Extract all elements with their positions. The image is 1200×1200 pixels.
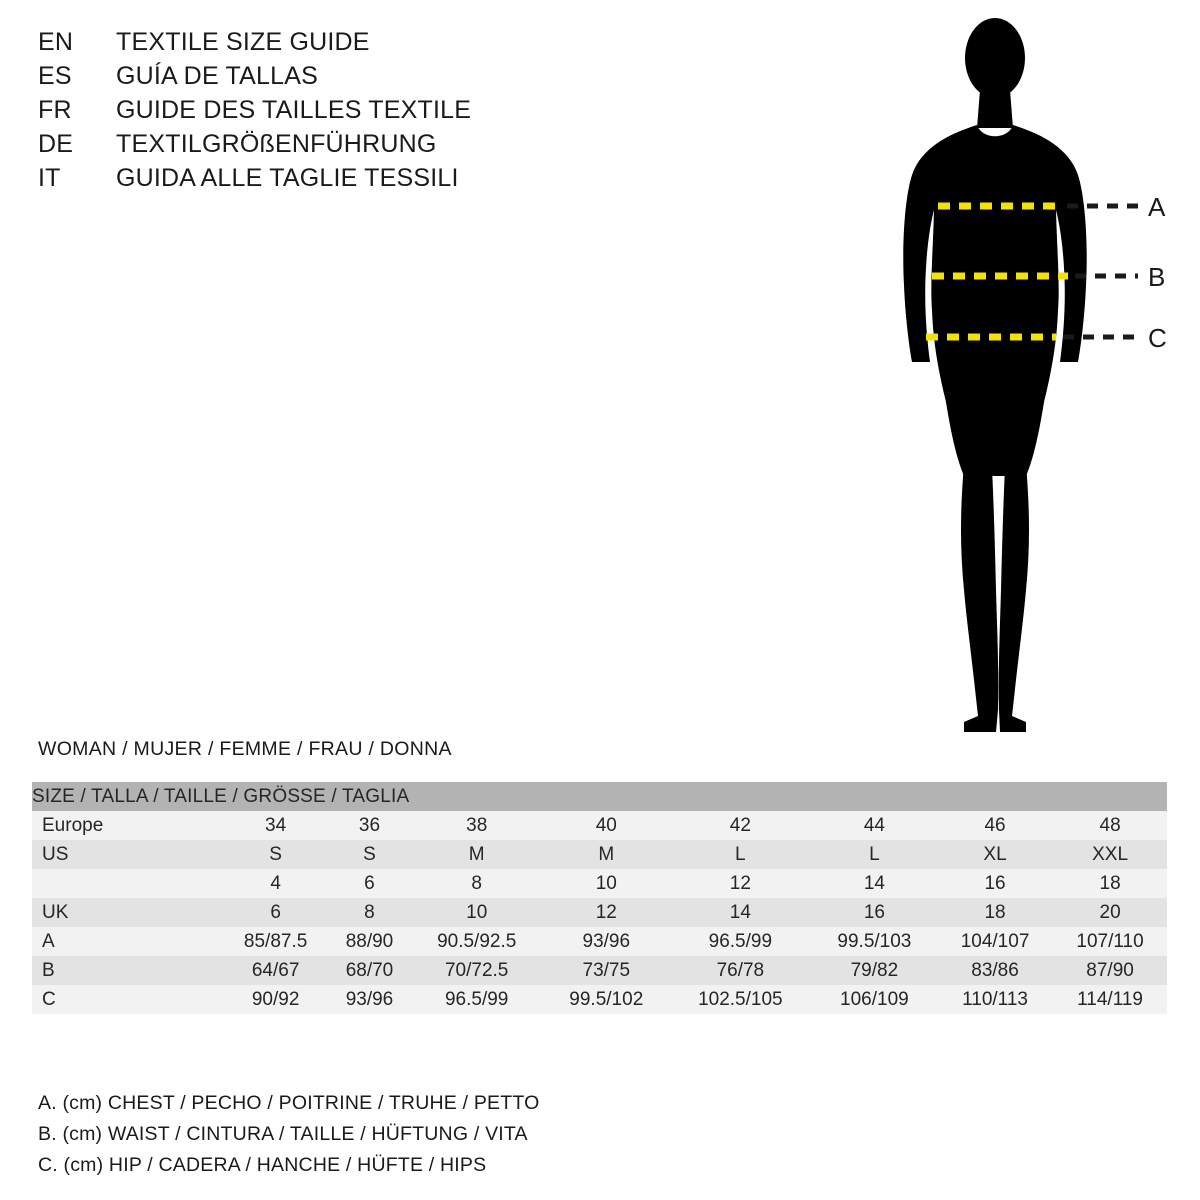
- language-code-de: DE: [38, 130, 74, 158]
- language-code-fr: FR: [38, 96, 72, 124]
- legend-line-b: B. (cm) WAIST / CINTURA / TAILLE / HÜFTUNG / VITA: [38, 1123, 528, 1145]
- cell: S: [363, 843, 376, 865]
- cell: S: [269, 843, 282, 865]
- cell: 34: [265, 814, 287, 836]
- cell: 18: [984, 901, 1006, 923]
- cell: 106/109: [840, 988, 909, 1010]
- language-code-es: ES: [38, 62, 72, 90]
- cell: 87/90: [1086, 959, 1134, 981]
- table-row: [32, 927, 1167, 956]
- table-row: [32, 956, 1167, 985]
- cell: 16: [984, 872, 1006, 894]
- cell: 70/72.5: [444, 959, 509, 981]
- cell: 64/67: [251, 959, 300, 981]
- cell: 14: [863, 872, 885, 894]
- cell: 93/96: [345, 988, 394, 1010]
- cell: 14: [729, 901, 751, 923]
- row-label-us: US: [42, 843, 69, 865]
- language-row: [38, 96, 658, 130]
- cell: 38: [466, 814, 488, 836]
- cell: 36: [358, 814, 381, 836]
- language-text-it: GUIDA ALLE TAGLIE TESSILI: [116, 164, 459, 192]
- language-code-en: EN: [38, 28, 74, 56]
- table-row: [32, 811, 1167, 840]
- cell: 40: [595, 814, 617, 836]
- measure-label-c: C: [1148, 323, 1167, 353]
- cell: 88/90: [345, 930, 394, 952]
- row-label-b: B: [42, 959, 55, 981]
- cell: L: [869, 843, 880, 865]
- cell: 73/75: [582, 959, 631, 981]
- table-header-label: SIZE / TALLA / TAILLE / GRÖSSE / TAGLIA: [32, 785, 410, 807]
- cell: M: [468, 843, 485, 865]
- table-row: [32, 898, 1167, 927]
- language-row: [38, 28, 658, 62]
- cell: 93/96: [582, 930, 631, 952]
- cell: 90/92: [251, 988, 300, 1010]
- cell: 107/110: [1076, 930, 1144, 952]
- row-label-a: A: [42, 930, 55, 952]
- cell: 76/78: [716, 959, 765, 981]
- cell: 68/70: [345, 959, 394, 981]
- language-row: [38, 164, 658, 198]
- cell: 96.5/99: [444, 988, 509, 1010]
- table-header-row: [32, 782, 1167, 811]
- body-measurement-figure: [860, 10, 1190, 750]
- language-title-block: [38, 28, 658, 198]
- cell: 10: [466, 901, 488, 923]
- cell: 16: [863, 901, 885, 923]
- cell: 12: [729, 872, 751, 894]
- cell: 85/87.5: [243, 930, 308, 952]
- cell: 18: [1099, 872, 1121, 894]
- measurement-legend: [38, 1088, 938, 1181]
- table-row: [32, 840, 1167, 869]
- language-code-it: IT: [38, 164, 61, 192]
- cell: 44: [863, 814, 885, 836]
- cell: 99.5/102: [569, 988, 644, 1010]
- cell: 99.5/103: [837, 930, 912, 952]
- row-label-c: C: [42, 988, 56, 1010]
- cell: 48: [1099, 814, 1121, 836]
- legend-line-c: C. (cm) HIP / CADERA / HANCHE / HÜFTE / HIPS: [38, 1154, 487, 1176]
- language-text-fr: GUIDE DES TAILLES TEXTILE: [116, 96, 472, 124]
- cell: L: [735, 843, 746, 865]
- cell: 102.5/105: [698, 988, 783, 1010]
- table-row: [32, 869, 1167, 898]
- language-text-en: TEXTILE SIZE GUIDE: [116, 28, 370, 56]
- cell: 42: [729, 814, 751, 836]
- cell: 6: [270, 901, 281, 923]
- legend-line-a: A. (cm) CHEST / PECHO / POITRINE / TRUHE / PETTO: [38, 1092, 540, 1114]
- measure-label-a: A: [1148, 192, 1166, 222]
- cell: 8: [364, 901, 375, 923]
- cell: 8: [471, 872, 482, 894]
- row-label-europe: Europe: [42, 814, 104, 836]
- cell: 12: [595, 901, 617, 923]
- row-label-uk: UK: [42, 901, 69, 923]
- cell: 10: [595, 872, 617, 894]
- measure-label-b: B: [1148, 262, 1166, 292]
- cell: 90.5/92.5: [437, 930, 517, 952]
- cell: 4: [270, 872, 281, 894]
- cell: 6: [364, 872, 375, 894]
- cell: XL: [983, 843, 1007, 865]
- language-text-es: GUÍA DE TALLAS: [116, 62, 318, 90]
- cell: XXL: [1092, 843, 1129, 865]
- cell: 83/86: [971, 959, 1019, 981]
- row-label-us-numeric: [32, 869, 222, 898]
- size-chart-table: [32, 782, 1167, 1014]
- cell: 110/113: [962, 988, 1028, 1010]
- language-row: [38, 130, 658, 164]
- language-text-de: TEXTILGRÖßENFÜHRUNG: [116, 130, 437, 158]
- cell: 20: [1099, 901, 1121, 923]
- cell: 114/119: [1077, 988, 1143, 1010]
- cell: M: [598, 843, 615, 865]
- female-silhouette-icon: [860, 10, 1190, 750]
- cell: 96.5/99: [708, 930, 773, 952]
- cell: 79/82: [850, 959, 899, 981]
- cell: 104/107: [960, 930, 1030, 952]
- language-row: [38, 62, 658, 96]
- cell: 46: [984, 814, 1006, 836]
- table-caption: WOMAN / MUJER / FEMME / FRAU / DONNA: [38, 738, 452, 760]
- table-row: [32, 985, 1167, 1014]
